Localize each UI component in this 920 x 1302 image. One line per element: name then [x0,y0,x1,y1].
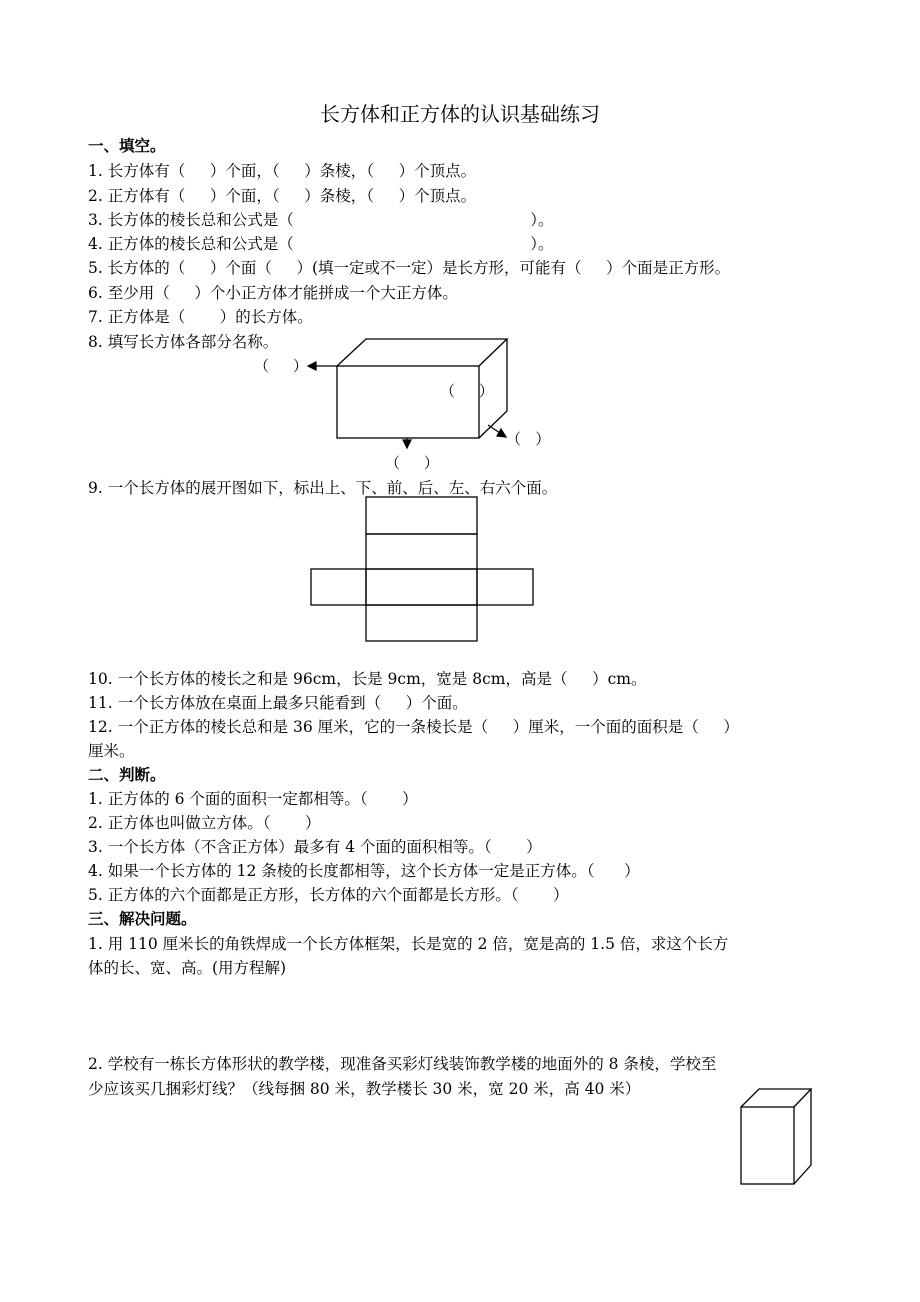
question-1-8: 8. 填写长方体各部分名称。 [88,333,279,351]
building-cuboid [741,1089,811,1184]
section-heading-fill-blank: 一、填空。 [88,136,166,155]
net-face-1 [366,497,477,534]
section-heading-judge: 二、判断。 [88,765,166,784]
question-1-3: 3. 长方体的棱长总和公式是（ ）。 [88,211,554,229]
label-blank-left: （ ） [254,357,308,375]
problem-1-line-1: 1. 用 110 厘米长的角铁焊成一个长方体框架，长是宽的 2 倍，宽是高的 1.5 倍，求这个长方 [88,935,729,953]
label-blank-bottom: （ ） [385,454,439,472]
problem-2-line-2: 少应该买几捆彩灯线？（线每捆 80 米，教学楼长 30 米，宽 20 米，高 40 米） [88,1080,641,1098]
building-front-face [741,1107,794,1184]
question-1-6: 6. 至少用（ ）个小正方体才能拼成一个大正方体。 [88,284,458,302]
question-1-12-cont: 厘米。 [88,742,135,760]
question-1-10: 10. 一个长方体的棱长之和是 96cm，长是 9cm，宽是 8cm，高是（ ）cm。 [88,670,647,688]
label-blank-face: （ ） [440,382,494,400]
cuboid-front-face [337,366,479,438]
question-1-11: 11. 一个长方体放在桌面上最多只能看到（ ）个面。 [88,694,468,712]
net-face-6 [366,605,477,641]
label-blank-right: （ ） [506,430,551,448]
section-heading-problems: 三、解决问题。 [88,909,197,928]
net-face-2 [366,534,477,569]
question-1-2: 2. 正方体有（ ）个面，（ ）条棱，（ ）个顶点。 [88,187,477,205]
net-face-4 [366,569,477,605]
judge-1: 1. 正方体的 6 个面的面积一定都相等。（ ） [88,790,418,808]
building-top-face [741,1089,811,1107]
arrow-left [308,362,337,370]
net-face-5 [477,569,533,605]
question-1-4: 4. 正方体的棱长总和公式是（ ）。 [88,235,554,253]
arrow-diagonal [488,425,506,437]
question-1-7: 7. 正方体是（ ）的长方体。 [88,308,313,326]
page-title: 长方体和正方体的认识基础练习 [320,102,600,126]
question-1-5: 5. 长方体的（ ）个面（ ）(填一定或不一定）是长方形，可能有（ ）个面是正方形。 [88,259,731,277]
problem-1-line-2: 体的长、宽、高。(用方程解) [88,959,287,977]
net-face-3 [311,569,366,605]
cuboid-top-face [337,339,507,366]
question-1-1: 1. 长方体有（ ）个面，（ ）条棱，（ ）个顶点。 [88,162,477,180]
judge-5: 5. 正方体的六个面都是正方形，长方体的六个面都是长方形。（ ） [88,886,569,904]
judge-3: 3. 一个长方体（不含正方体）最多有 4 个面的面积相等。（ ） [88,838,542,856]
question-1-9: 9. 一个长方体的展开图如下，标出上、下、前、后、左、右六个面。 [88,479,558,497]
building-side-face [794,1089,811,1184]
judge-4: 4. 如果一个长方体的 12 条棱的长度都相等，这个长方体一定是正方体。（ ） [88,862,640,880]
arrow-down [403,438,411,448]
judge-2: 2. 正方体也叫做立方体。（ ） [88,814,321,832]
cuboid-net [311,497,533,641]
question-1-12: 12. 一个正方体的棱长总和是 36 厘米，它的一条棱长是（ ）厘米，一个面的面积是（ ） [88,718,739,736]
problem-2-line-1: 2. 学校有一栋长方体形状的教学楼，现准备买彩灯线装饰教学楼的地面外的 8 条棱，学校至 [88,1055,717,1073]
